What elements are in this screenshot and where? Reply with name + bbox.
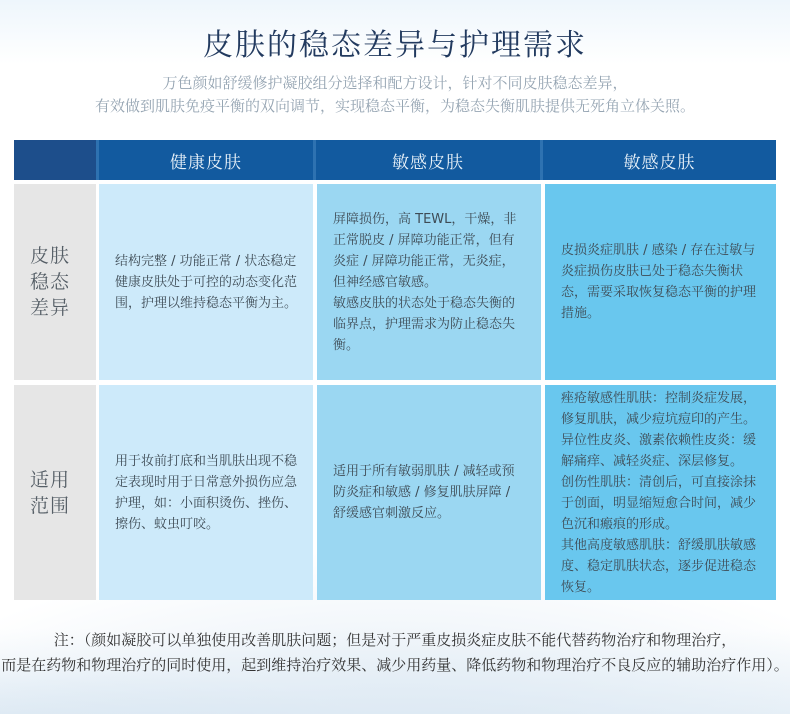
column-header-healthy-skin: 健康皮肤 xyxy=(99,140,313,180)
column-header-sensitive-skin-2: 敏感皮肤 xyxy=(543,140,776,180)
row-label-line: 稳态 xyxy=(30,271,71,293)
footnote-line-2: 而是在药物和物理治疗的同时使用，起到维持治疗效果、减少用药量、降低药物和物理治疗不良反应的辅助治疗作用）。 xyxy=(1,656,789,674)
cell-paragraph: 屏障损伤，高 TEWL，干燥，非正常脱皮 / 屏障功能正常，但有炎症 / 屏障功能正常，无炎症，但神经感官敏感。 xyxy=(333,211,517,290)
footnote xyxy=(0,628,790,678)
row-label-homeostasis-difference xyxy=(14,184,96,380)
table-row-applicable-scope xyxy=(14,385,776,600)
skin-comparison-table xyxy=(14,140,776,600)
cell-paragraph: 结构完整 / 功能正常 / 状态稳定 xyxy=(115,253,297,269)
subtitle-line-1: 万色颜如舒缓修护凝胶组分选择和配方设计，针对不同皮肤稳态差异， xyxy=(162,74,628,92)
cell-healthy-homeostasis xyxy=(99,184,313,380)
table-header-row xyxy=(14,140,776,180)
cell-paragraph: 皮损炎症肌肤 / 感染 / 存在过敏与炎症损伤皮肤已处于稳态失衡状态，需要采取恢复稳态平衡的护理措施。 xyxy=(561,243,757,321)
cell-paragraph: 适用于所有敏弱肌肤 / 减轻或预防炎症和敏感 / 修复肌肤屏障 / 舒缓感官刺激反应。 xyxy=(333,464,515,521)
cell-paragraph: 其他高度敏感肌肤：舒缓肌肤敏感度、稳定肌肤状态，逐步促进稳态恢复。 xyxy=(561,537,757,595)
cell-healthy-scope xyxy=(99,385,313,600)
cell-damaged-scope xyxy=(545,385,776,600)
column-header-sensitive-skin: 敏感皮肤 xyxy=(316,140,540,180)
cell-sensitive-scope xyxy=(317,385,541,600)
page-title: 皮肤的稳态差异与护理需求 xyxy=(203,28,587,63)
cell-damaged-homeostasis xyxy=(545,184,776,380)
cell-paragraph: 痤疮敏感性肌肤：控制炎症发展，修复肌肤，减少痘坑痘印的产生。 xyxy=(561,390,757,427)
row-label-line: 差异 xyxy=(30,297,71,319)
cell-paragraph: 异位性皮炎、激素依赖性皮炎：缓解痛痒、减轻炎症、深层修复。 xyxy=(561,432,757,469)
cell-paragraph: 创伤性肌肤：清创后，可直接涂抹于创面，明显缩短愈合时间，减少色沉和瘢痕的形成。 xyxy=(561,474,757,532)
row-label-line: 范围 xyxy=(30,494,71,517)
footnote-line-1: 注：（颜如凝胶可以单独使用改善肌肤问题；但是对于严重皮损炎症皮肤不能代替药物治疗和物理治疗， xyxy=(53,631,737,649)
table-row-homeostasis-difference xyxy=(14,184,776,380)
subtitle xyxy=(0,72,790,118)
cell-sensitive-homeostasis xyxy=(317,184,541,380)
row-label-line: 适用 xyxy=(30,468,71,491)
row-label-applicable-scope xyxy=(14,385,96,600)
subtitle-line-2: 有效做到肌肤免疫平衡的双向调节，实现稳态平衡，为稳态失衡肌肤提供无死角立体关照。 xyxy=(94,97,695,115)
cell-paragraph: 用于妆前打底和当肌肤出现不稳定表现时用于日常意外损伤应急护理，如：小面积烫伤、挫伤、擦伤、蚊虫叮咬。 xyxy=(115,453,298,532)
row-label-line: 皮肤 xyxy=(30,245,71,267)
cell-paragraph: 敏感皮肤的状态处于稳态失衡的临界点，护理需求为防止稳态失衡。 xyxy=(333,295,516,353)
table-corner-cell xyxy=(14,140,96,180)
cell-paragraph: 健康皮肤处于可控的动态变化范围，护理以维持稳态平衡为主。 xyxy=(115,274,298,311)
